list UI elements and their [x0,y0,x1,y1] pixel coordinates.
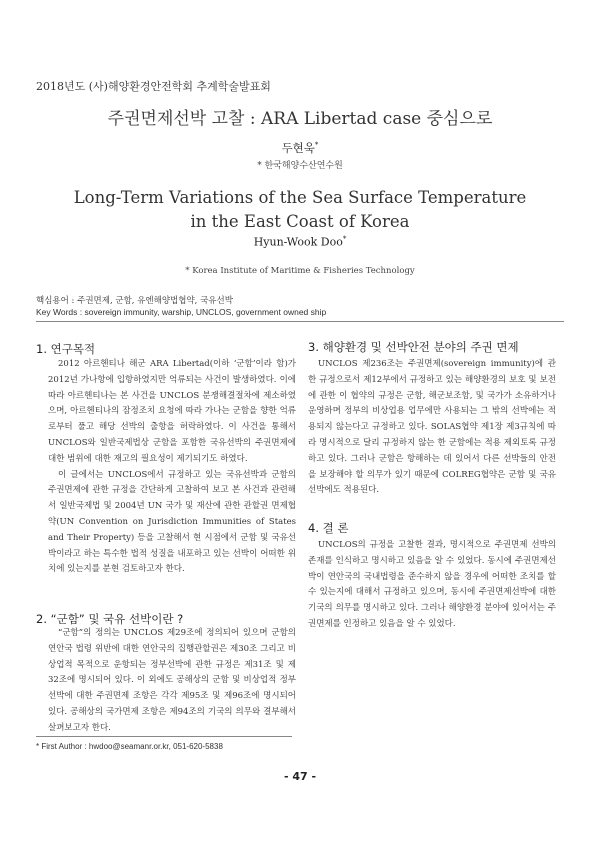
header-divider [36,321,564,322]
section-3-title: 3. 해양환경 및 선박안전 분야의 주권 면제 [308,340,519,354]
section-4-body [308,538,556,633]
author-english [0,235,600,249]
section-3-paragraph-1: UNCLOS 제236조는 주권면제(sovereign immunity)에 관한 규정으로서 제12부에서 규정하고 있는 해양환경의 보호 및 보전에 관한 이 협약의 규정은 군함, 해군보조함, 및 국가가 소유하거나 운영하며 정부의 비상업용 업무에만 사용되는 그 밖의 선박에는 적용되지 않는다고 규정하고 있다. SOLAS협약 제1장 제3규칙에 따라 명시적으로 달리 규정하지 않는 한 군함에는 적용 제외토록 규정하고 있다. 그러나 군함은 항해하는 데 있어서 다른 선박들의 안전을 보장해야 할 의무가 있기 때문에 COLREG협약은 군함 및 국유선박에도 적용된다. [308,359,556,496]
title-korean: 주권면제선박 고찰 : ARA Libertad case 중심으로 [107,109,493,129]
section-2-body [48,626,296,737]
title-english-line2: in the East Coast of Korea [190,212,410,231]
author-korean [0,140,600,156]
section-1-body [48,357,296,578]
keywords-korean [36,294,233,306]
conference-header: 2018년도 (사)해양환경안전학회 추계학술발표회 [36,80,271,93]
keywords-english [36,307,326,317]
author-mark: * [314,141,319,150]
keywords-english-text: : sovereign immunity, warship, UNCLOS, government owned ship [77,307,327,317]
keywords-korean-text: : 주권면제, 군함, 유엔해양법협약, 국유선박 [68,296,233,306]
page-number: - 47 - [283,770,317,783]
section-1-title: 1. 연구목적 [36,342,96,356]
section-4-title: 4. 결 론 [308,521,349,535]
footnote: * First Author : hwdoo@seamanr.or.kr, 051-620-5838 [36,742,223,751]
affiliation-english: * Korea Institute of Maritime & Fisheries Technology [185,266,415,276]
keywords-english-label: Key Words [36,307,78,317]
section-1-paragraph-2: 이 글에서는 UNCLOS에서 규정하고 있는 국유선박과 군함의 주권면제에 관한 규정을 간단하게 고찰하여 보고 본 사건과 관련해서 일반국제법 및 2004년 UN 국가 및 재산에 관한 관할권 면제협약(UN Convention on Jurisdiction Immunities of States and Their Property) 등을 고찰해서 현 시점에서 군함 및 국유선박이라고 하는 특수한 법적 성질을 내포하고 있는 선박이 어떠한 위치에 있는지를 분현 검토하고자 한다. [48,469,296,575]
author-korean-name: 두현욱 [281,141,315,155]
section-2-paragraph-1: “군함”의 정의는 UNCLOS 제29조에 정의되어 있으며 군함의 연안국 법령 위반에 대한 연안국의 집행관할권은 제30조 그리고 비상업적 목적으로 운항되는 정부선박에 관한 규정은 제31조 및 제32조에 명시되어 있다. 이 외에도 공해상의 군함 및 비상업적 정부선박에 대한 주권면제 조항은 각각 제95조 및 제96조에 명시되어 있다. 공해상의 국가면제 조항은 제94조의 기국의 의무와 결부해서 살펴보고자 한다. [48,628,296,733]
section-3-body [308,357,556,499]
author-english-name: Hyun-Wook Doo [253,235,343,249]
title-english-line1: Long-Term Variations of the Sea Surface Temperature [73,188,527,207]
footnote-divider [36,736,292,737]
keywords-korean-label: 핵심용어 [36,296,69,306]
section-4-paragraph-1: UNCLOS의 규정을 고찰한 결과, 명시적으로 주권면제 선박의 존재를 인식하고 명시하고 있음을 알 수 있었다. 동시에 주권면제선박이 연안국의 국내법령을 준수하지 않을 경우에 어떠한 조치를 할 수 있는지에 대해서 규정하고 있으며, 동시에 주권면제선박에 대한 기국의 의무를 명시하고 있다. 그러나 해양환경 분야에 있어서는 주권면제를 인정하고 있음을 알 수 있었다. [308,540,556,629]
author-english-mark: * [342,235,347,243]
affiliation-korean: * 한국해양수산연수원 [257,161,343,171]
title-english [0,186,600,234]
section-1-paragraph-1: 2012 아르헨티나 해군 ARA Libertad(이하 ‘군함’이라 함)가 2012년 가나항에 입항하였지만 억류되는 사건이 발생하였다. 이에 따라 아르헨티나는 본 사건을 UNCLOS 분쟁해결절차에 제소하였으며, 아르헨티나의 잠정조치 요청에 따라 가나는 군함을 향한 억류로부터 풀고 해당 선박의 출항을 허락하였다. 이 사건을 통해서 UNCLOS와 일반국제법상 군함을 포함한 국유선박의 주권면제에 대한 범위에 대한 재고의 필요성이 제기되기도 하였다. [48,359,296,464]
section-2-title: 2. “군함” 및 국유 선박이란 ? [36,612,184,626]
